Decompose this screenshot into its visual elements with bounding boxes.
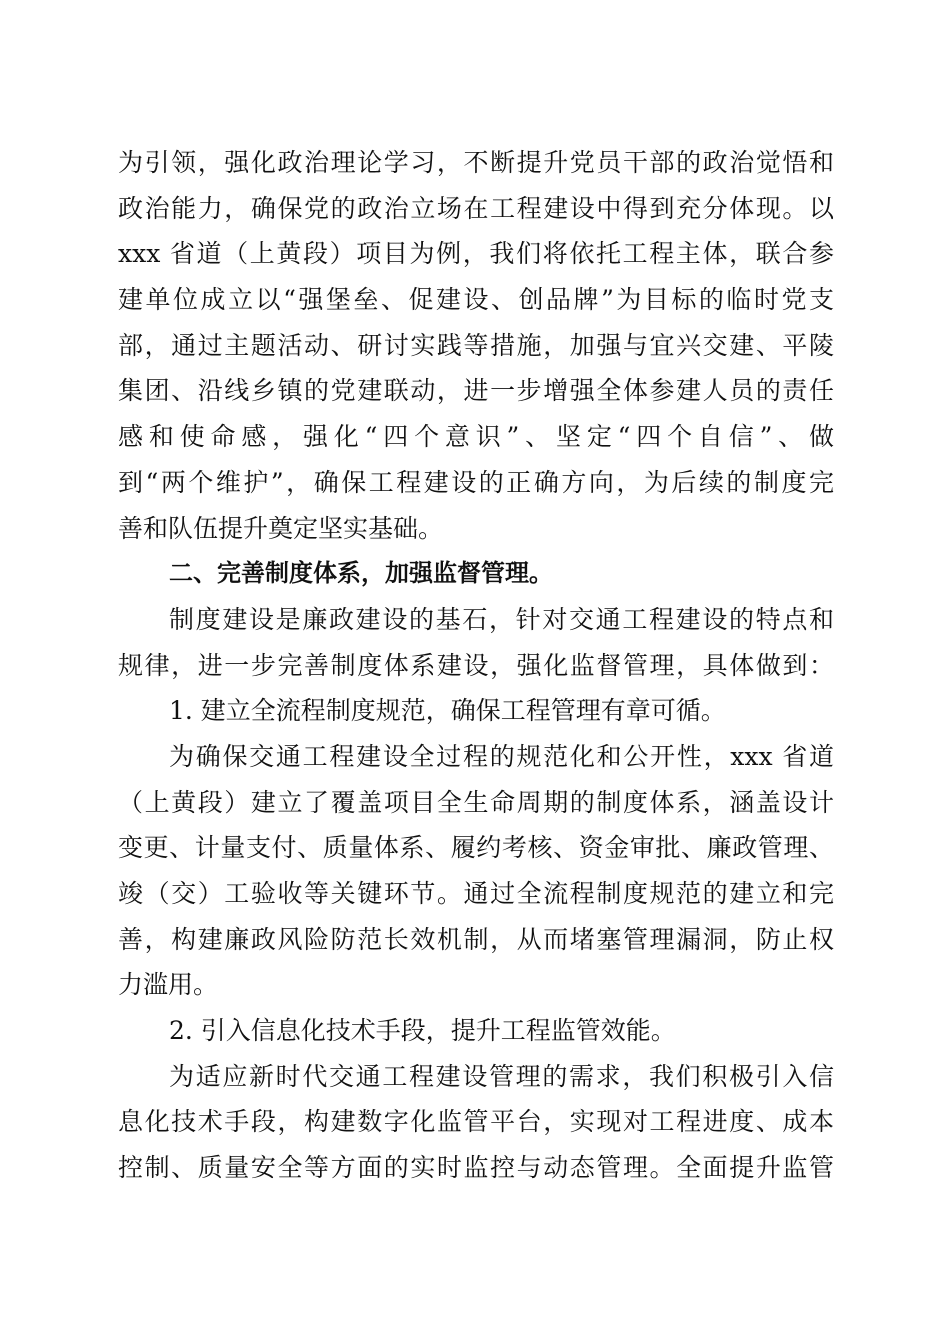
paragraph-line: 控制、质量安全等方面的实时监控与动态管理。全面提升监管 bbox=[118, 1153, 834, 1183]
paragraph-line: 息化技术手段，构建数字化监管平台，实现对工程进度、成本 bbox=[118, 1107, 834, 1137]
paragraph-line: 感和使命感，强化“四个意识”、坚定“四个自信”、做 bbox=[118, 422, 834, 452]
paragraph-line: 善，构建廉政风险防范长效机制，从而堵塞管理漏洞，防止权 bbox=[118, 924, 834, 954]
subsection-heading: 2. 引入信息化技术手段，提升工程监管效能。 bbox=[169, 1016, 676, 1046]
section-heading: 二、完善制度体系，加强监督管理。 bbox=[169, 559, 553, 588]
paragraph-line: 为确保交通工程建设全过程的规范化和公开性，xxx 省道 bbox=[169, 741, 834, 771]
paragraph-line: 变更、计量支付、质量体系、履约考核、资金审批、廉政管理、 bbox=[118, 833, 834, 863]
paragraph-line: 集团、沿线乡镇的党建联动，进一步增强全体参建人员的责任 bbox=[118, 376, 834, 406]
paragraph-line: 竣（交）工验收等关键环节。通过全流程制度规范的建立和完 bbox=[118, 879, 834, 908]
paragraph-line: xxx 省道（上黄段）项目为例，我们将依托工程主体，联合参 bbox=[118, 239, 834, 269]
paragraph-line: 善和队伍提升奠定坚实基础。 bbox=[118, 513, 444, 543]
paragraph-line: 到“两个维护”，确保工程建设的正确方向，为后续的制度完 bbox=[118, 467, 834, 497]
paragraph-line: 部，通过主题活动、研讨实践等措施，加强与宜兴交建、平陵 bbox=[118, 330, 834, 360]
paragraph-line: （上黄段）建立了覆盖项目全生命周期的制度体系，涵盖设计 bbox=[118, 787, 834, 817]
paragraph-line: 制度建设是廉政建设的基石，针对交通工程建设的特点和 bbox=[169, 604, 834, 634]
paragraph-line: 规律，进一步完善制度体系建设，强化监督管理，具体做到： bbox=[118, 650, 834, 680]
paragraph-line: 为适应新时代交通工程建设管理的需求，我们积极引入信 bbox=[169, 1061, 834, 1091]
paragraph-line: 政治能力，确保党的政治立场在工程建设中得到充分体现。以 bbox=[118, 193, 834, 223]
document-body bbox=[118, 140, 834, 1191]
subsection-heading: 1. 建立全流程制度规范，确保工程管理有章可循。 bbox=[169, 696, 726, 726]
paragraph-line: 为引领，强化政治理论学习，不断提升党员干部的政治觉悟和 bbox=[118, 148, 834, 177]
paragraph-line: 建单位成立以“强堡垒、促建设、创品牌”为目标的临时党支 bbox=[118, 285, 834, 315]
paragraph-line: 力滥用。 bbox=[118, 970, 219, 1000]
